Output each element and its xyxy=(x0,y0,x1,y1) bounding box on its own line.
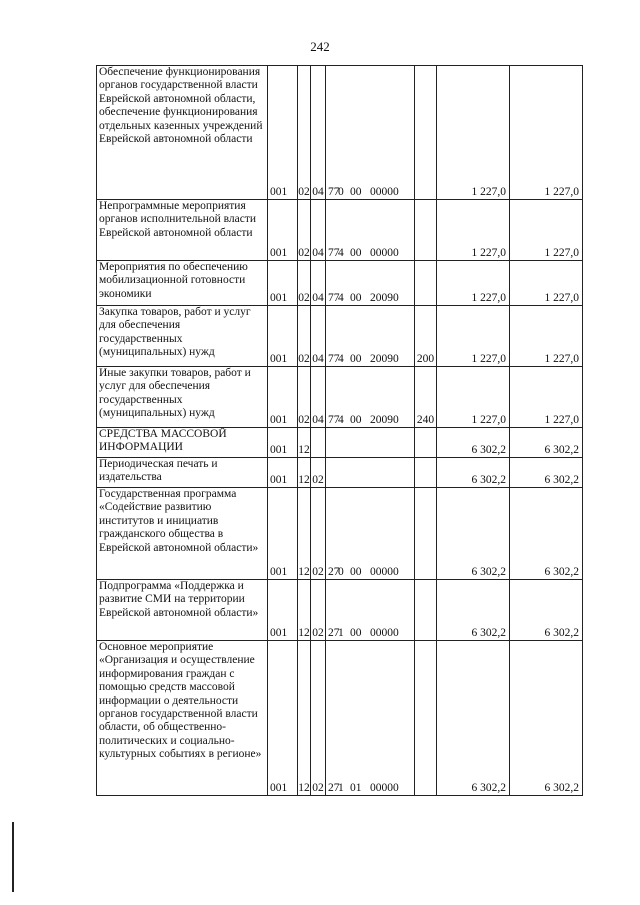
row-name-cell xyxy=(97,488,268,580)
ministry-code: 001 xyxy=(268,200,298,261)
csr-direction: 00000 xyxy=(370,185,399,198)
row-name: Государственная программа «Содействие развитию институтов и инициатив гражданского общества в Еврейской автономной области» xyxy=(99,488,259,554)
row-name-cell xyxy=(97,580,268,641)
row-name-cell xyxy=(97,200,268,261)
amount-second: 1 227,0 xyxy=(510,200,583,261)
row-name-cell xyxy=(97,641,268,796)
amount-first: 1 227,0 xyxy=(437,367,510,428)
amount-first: 1 227,0 xyxy=(437,261,510,306)
section-code: 02 xyxy=(298,66,311,200)
expense-type-code xyxy=(415,200,437,261)
ministry-code: 001 xyxy=(268,488,298,580)
amount-second: 6 302,2 xyxy=(510,641,583,796)
target-article-code xyxy=(326,367,415,428)
amount-first: 6 302,2 xyxy=(437,458,510,488)
section-code: 12 xyxy=(298,488,311,580)
csr-subprogram: 0 xyxy=(338,185,344,198)
expense-type-code xyxy=(415,641,437,796)
row-name: СРЕДСТВА МАССОВОЙ ИНФОРМАЦИИ xyxy=(99,428,227,454)
subsection-code xyxy=(311,428,326,458)
csr-program: 77 xyxy=(328,413,340,426)
target-article-code xyxy=(326,580,415,641)
csr-subprogram: 1 xyxy=(338,626,344,639)
ministry-code: 001 xyxy=(268,367,298,428)
table-row xyxy=(97,641,583,796)
amount-first: 1 227,0 xyxy=(437,200,510,261)
section-code: 02 xyxy=(298,306,311,367)
row-name: Непрограммные мероприятия органов исполнительной власти Еврейской автономной области xyxy=(99,200,257,239)
row-name: Иные закупки товаров, работ и услуг для обеспечения государственных (муниципальных) нужд xyxy=(99,367,251,420)
section-code: 02 xyxy=(298,261,311,306)
amount-first: 6 302,2 xyxy=(437,580,510,641)
csr-program: 77 xyxy=(328,185,340,198)
row-name-cell xyxy=(97,66,268,200)
csr-subprogram: 0 xyxy=(338,565,344,578)
csr-subprogram: 4 xyxy=(338,413,344,426)
csr-subprogram: 4 xyxy=(338,246,344,259)
expense-type-code xyxy=(415,488,437,580)
amount-first: 6 302,2 xyxy=(437,641,510,796)
csr-subprogram: 4 xyxy=(338,352,344,365)
row-name: Периодическая печать и издательства xyxy=(99,458,218,484)
row-name: Основное мероприятие «Организация и осуществление информирования граждан с помощью средств массовой информации о деятельности органов государственной власти области, об общественно-политических и социально-культурных событиях в регионе» xyxy=(99,641,262,761)
ministry-code: 001 xyxy=(268,306,298,367)
row-name: Обеспечение функционирования органов государственной власти Еврейской автономной области, обеспечение функционирования отдельных казенных учреждений Еврейской автономной области xyxy=(99,66,263,146)
csr-program: 77 xyxy=(328,291,340,304)
expense-type-code xyxy=(415,261,437,306)
ministry-code: 001 xyxy=(268,580,298,641)
target-article-code xyxy=(326,641,415,796)
table-row xyxy=(97,200,583,261)
amount-first: 6 302,2 xyxy=(437,428,510,458)
section-code: 12 xyxy=(298,428,311,458)
expense-type-code xyxy=(415,580,437,641)
csr-program: 27 xyxy=(328,565,340,578)
amount-second: 1 227,0 xyxy=(510,66,583,200)
csr-direction: 00000 xyxy=(370,626,399,639)
row-name-cell xyxy=(97,261,268,306)
ministry-code: 001 xyxy=(268,428,298,458)
amount-second: 1 227,0 xyxy=(510,261,583,306)
csr-activity: 00 xyxy=(350,565,362,578)
target-article-code xyxy=(326,66,415,200)
csr-activity: 00 xyxy=(350,246,362,259)
csr-direction: 00000 xyxy=(370,781,399,794)
section-code: 02 xyxy=(298,367,311,428)
section-code: 12 xyxy=(298,458,311,488)
subsection-code: 04 xyxy=(311,306,326,367)
amount-second: 6 302,2 xyxy=(510,488,583,580)
amount-first: 1 227,0 xyxy=(437,306,510,367)
expense-type-code: 200 xyxy=(415,306,437,367)
csr-activity: 00 xyxy=(350,626,362,639)
csr-activity: 00 xyxy=(350,291,362,304)
ministry-code: 001 xyxy=(268,66,298,200)
row-name-cell xyxy=(97,458,268,488)
table-row xyxy=(97,306,583,367)
section-code: 12 xyxy=(298,641,311,796)
target-article-code xyxy=(326,306,415,367)
budget-table xyxy=(96,65,583,796)
csr-activity: 00 xyxy=(350,185,362,198)
amount-second: 6 302,2 xyxy=(510,458,583,488)
amount-second: 1 227,0 xyxy=(510,367,583,428)
table-row xyxy=(97,458,583,488)
csr-direction: 00000 xyxy=(370,565,399,578)
expense-type-code xyxy=(415,458,437,488)
amount-second: 6 302,2 xyxy=(510,580,583,641)
csr-direction: 00000 xyxy=(370,246,399,259)
amount-first: 1 227,0 xyxy=(437,66,510,200)
csr-subprogram: 4 xyxy=(338,291,344,304)
table-row xyxy=(97,428,583,458)
ministry-code: 001 xyxy=(268,261,298,306)
target-article-code xyxy=(326,488,415,580)
csr-activity: 00 xyxy=(350,413,362,426)
row-name-cell xyxy=(97,367,268,428)
subsection-code: 02 xyxy=(311,458,326,488)
target-article-code xyxy=(326,261,415,306)
expense-type-code xyxy=(415,66,437,200)
subsection-code: 02 xyxy=(311,488,326,580)
csr-activity: 01 xyxy=(350,781,362,794)
row-name: Закупка товаров, работ и услуг для обеспечения государственных (муниципальных) нужд xyxy=(99,306,251,359)
page-number: 242 xyxy=(310,39,330,54)
row-name-cell xyxy=(97,306,268,367)
csr-program: 27 xyxy=(328,626,340,639)
csr-program: 77 xyxy=(328,246,340,259)
subsection-code: 02 xyxy=(311,641,326,796)
amount-second: 6 302,2 xyxy=(510,428,583,458)
ministry-code: 001 xyxy=(268,458,298,488)
table-row xyxy=(97,580,583,641)
expense-type-code: 240 xyxy=(415,367,437,428)
section-code: 02 xyxy=(298,200,311,261)
subsection-code: 04 xyxy=(311,66,326,200)
subsection-code: 04 xyxy=(311,367,326,428)
table-row xyxy=(97,261,583,306)
table-row xyxy=(97,488,583,580)
ministry-code: 001 xyxy=(268,641,298,796)
table-row xyxy=(97,367,583,428)
csr-direction: 20090 xyxy=(370,413,399,426)
subsection-code: 02 xyxy=(311,580,326,641)
row-name: Подпрограмма «Поддержка и развитие СМИ на территории Еврейской автономной области» xyxy=(99,580,259,619)
csr-subprogram: 1 xyxy=(338,781,344,794)
csr-program: 27 xyxy=(328,781,340,794)
amount-first: 6 302,2 xyxy=(437,488,510,580)
target-article-code xyxy=(326,428,415,458)
amount-second: 1 227,0 xyxy=(510,306,583,367)
csr-direction: 20090 xyxy=(370,291,399,304)
row-name-cell xyxy=(97,428,268,458)
row-name: Мероприятия по обеспечению мобилизационной готовности экономики xyxy=(99,261,248,300)
target-article-code xyxy=(326,458,415,488)
expense-type-code xyxy=(415,428,437,458)
csr-direction: 20090 xyxy=(370,352,399,365)
csr-activity: 00 xyxy=(350,352,362,365)
section-code: 12 xyxy=(298,580,311,641)
scan-margin-line xyxy=(12,822,14,892)
subsection-code: 04 xyxy=(311,261,326,306)
target-article-code xyxy=(326,200,415,261)
csr-program: 77 xyxy=(328,352,340,365)
subsection-code: 04 xyxy=(311,200,326,261)
table-row xyxy=(97,66,583,200)
